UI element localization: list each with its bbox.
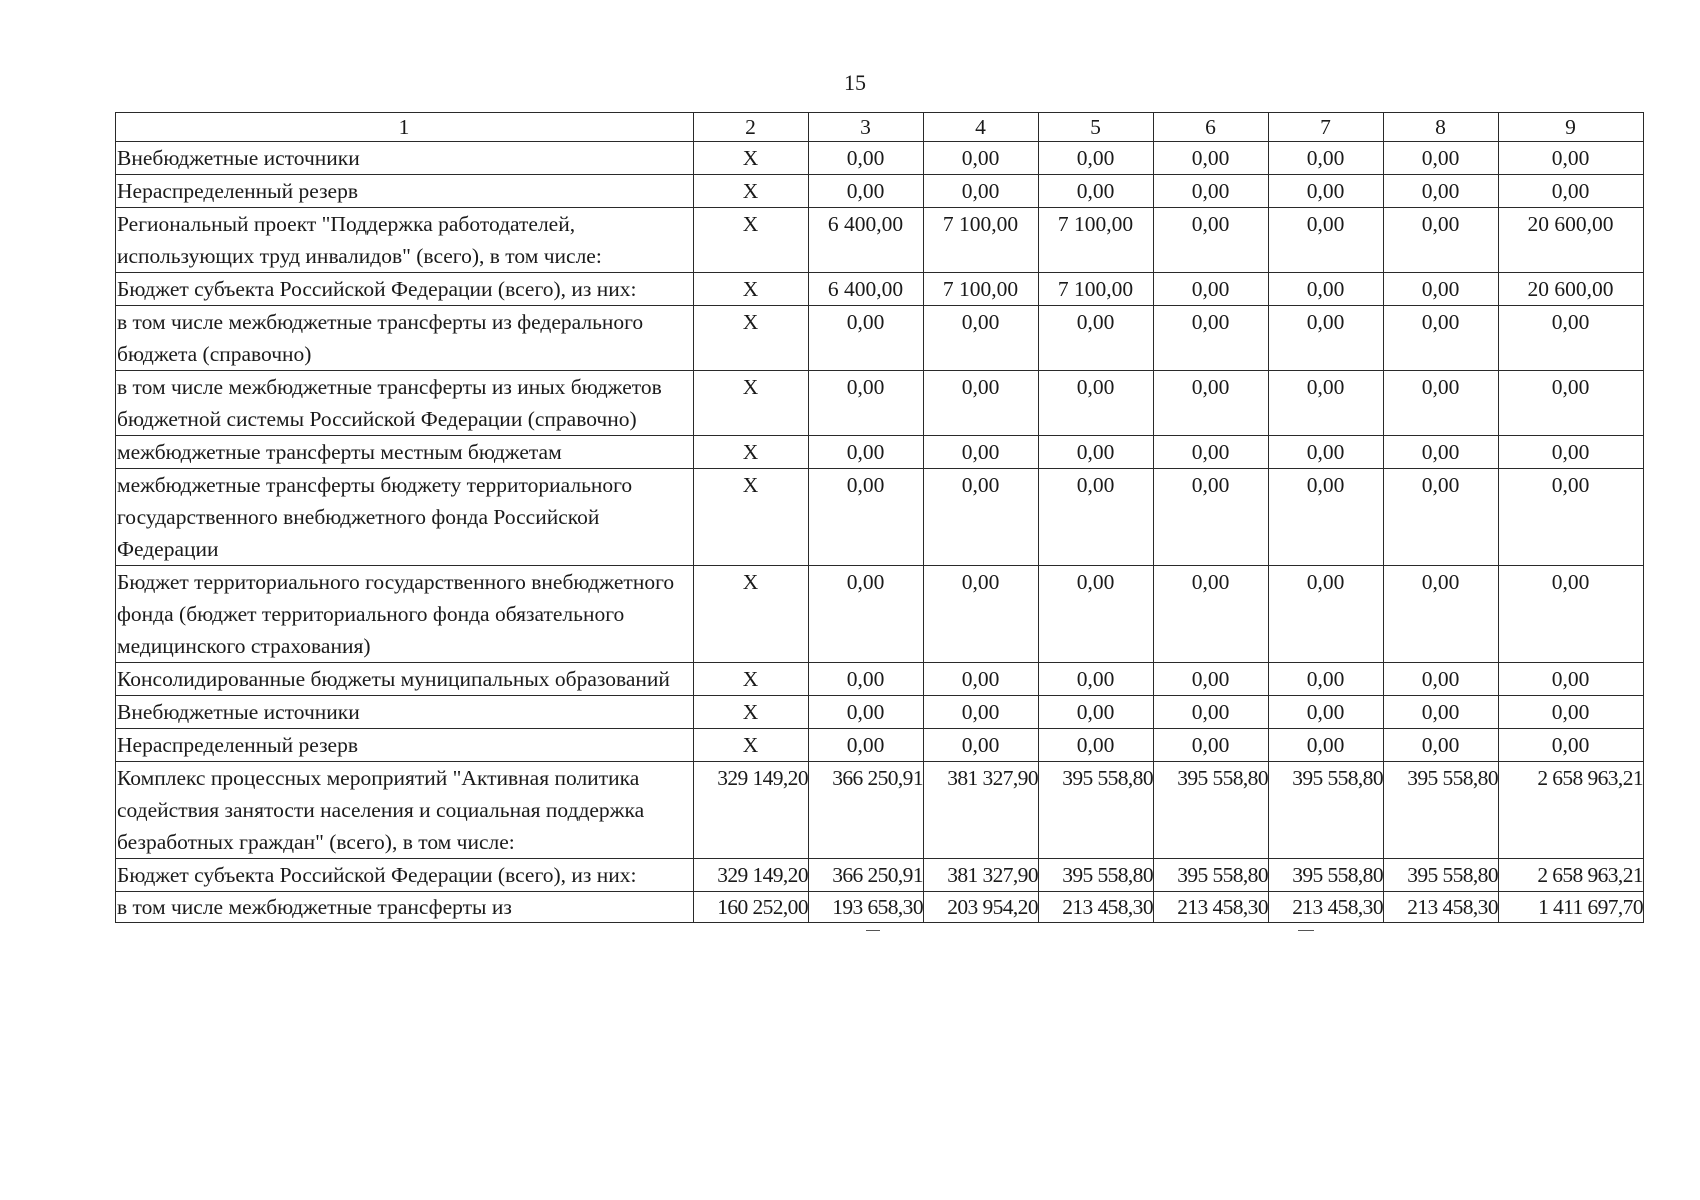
cell-value: 0,00 [1269, 273, 1384, 306]
cell-value: 7 100,00 [1039, 208, 1154, 273]
row-name: Консолидированные бюджеты муниципальных образований [116, 663, 694, 696]
page-number: 15 [844, 70, 866, 95]
table-row [116, 762, 1644, 859]
cell-value: 0,00 [1499, 306, 1644, 371]
cell-value: 7 100,00 [924, 273, 1039, 306]
cell-value: 213 458,30 [1269, 892, 1384, 923]
column-number: 1 [116, 113, 694, 142]
cell-value: 0,00 [1039, 663, 1154, 696]
cell-value: 0,00 [1499, 142, 1644, 175]
cell-value: Х [694, 273, 809, 306]
cell-value: 203 954,20 [924, 892, 1039, 923]
cell-value: 0,00 [1384, 175, 1499, 208]
cell-value: Х [694, 208, 809, 273]
cell-value: 0,00 [1039, 566, 1154, 663]
cell-value: Х [694, 729, 809, 762]
column-number: 4 [924, 113, 1039, 142]
cell-value: Х [694, 566, 809, 663]
row-name: в том числе межбюджетные трансферты из [116, 892, 694, 923]
cell-value: 0,00 [1499, 175, 1644, 208]
cell-value: 0,00 [1269, 306, 1384, 371]
cell-value: 381 327,90 [924, 859, 1039, 892]
cell-value: 0,00 [1269, 696, 1384, 729]
table-row [116, 371, 1644, 436]
column-number: 7 [1269, 113, 1384, 142]
cell-value: 213 458,30 [1039, 892, 1154, 923]
row-name: Региональный проект "Поддержка работодателей, использующих труд инвалидов" (всего), в том числе: [116, 208, 694, 273]
scan-mark [1298, 930, 1314, 931]
cell-value: 0,00 [1269, 566, 1384, 663]
cell-value: 0,00 [924, 566, 1039, 663]
cell-value: 0,00 [1499, 663, 1644, 696]
cell-value: 0,00 [809, 729, 924, 762]
cell-value: Х [694, 696, 809, 729]
cell-value: 0,00 [1499, 469, 1644, 566]
cell-value: 0,00 [809, 436, 924, 469]
cell-value: 0,00 [924, 663, 1039, 696]
table-row [116, 892, 1644, 923]
cell-value: 395 558,80 [1154, 859, 1269, 892]
row-name: Нераспределенный резерв [116, 175, 694, 208]
cell-value: 0,00 [1154, 469, 1269, 566]
cell-value: 366 250,91 [809, 859, 924, 892]
scan-mark [866, 930, 880, 931]
budget-table [115, 112, 1644, 923]
cell-value: 0,00 [1384, 663, 1499, 696]
cell-value: 0,00 [1269, 371, 1384, 436]
cell-value: 0,00 [1154, 208, 1269, 273]
cell-value: 0,00 [1384, 696, 1499, 729]
column-number: 2 [694, 113, 809, 142]
cell-value: 381 327,90 [924, 762, 1039, 859]
cell-value: 0,00 [1154, 729, 1269, 762]
cell-value: 0,00 [1154, 663, 1269, 696]
cell-value: 0,00 [1039, 371, 1154, 436]
cell-value: 0,00 [809, 142, 924, 175]
cell-value: 0,00 [1039, 175, 1154, 208]
cell-value: 0,00 [1384, 566, 1499, 663]
row-name: Бюджет субъекта Российской Федерации (всего), из них: [116, 273, 694, 306]
cell-value: 0,00 [1039, 436, 1154, 469]
cell-value: 0,00 [1154, 371, 1269, 436]
cell-value: 0,00 [1269, 208, 1384, 273]
cell-value: 329 149,20 [694, 859, 809, 892]
cell-value: 395 558,80 [1269, 762, 1384, 859]
cell-value: 0,00 [809, 469, 924, 566]
cell-value: 2 658 963,21 [1499, 859, 1644, 892]
cell-value: 0,00 [1269, 469, 1384, 566]
cell-value: 329 149,20 [694, 762, 809, 859]
cell-value: Х [694, 436, 809, 469]
column-number: 3 [809, 113, 924, 142]
cell-value: 395 558,80 [1154, 762, 1269, 859]
cell-value: 0,00 [1154, 566, 1269, 663]
cell-value: 395 558,80 [1384, 762, 1499, 859]
cell-value: 0,00 [1039, 142, 1154, 175]
column-number: 8 [1384, 113, 1499, 142]
row-name: Внебюджетные источники [116, 696, 694, 729]
cell-value: 213 458,30 [1154, 892, 1269, 923]
cell-value: 0,00 [1039, 306, 1154, 371]
cell-value: 0,00 [809, 306, 924, 371]
cell-value: 0,00 [1499, 566, 1644, 663]
cell-value: 2 658 963,21 [1499, 762, 1644, 859]
cell-value: 0,00 [1269, 663, 1384, 696]
row-name: Комплекс процессных мероприятий "Активная политика содействия занятости населения и социальная поддержка безработных граждан" (всего), в том числе: [116, 762, 694, 859]
cell-value: 0,00 [1154, 142, 1269, 175]
cell-value: 0,00 [1499, 371, 1644, 436]
cell-value: 0,00 [1384, 436, 1499, 469]
cell-value: 0,00 [924, 175, 1039, 208]
table-row [116, 469, 1644, 566]
cell-value: 0,00 [1154, 696, 1269, 729]
cell-value: 0,00 [1384, 371, 1499, 436]
cell-value: Х [694, 371, 809, 436]
cell-value: 0,00 [1269, 436, 1384, 469]
cell-value: 395 558,80 [1039, 859, 1154, 892]
cell-value: 0,00 [1384, 208, 1499, 273]
table-row [116, 696, 1644, 729]
cell-value: 0,00 [924, 306, 1039, 371]
table-row [116, 436, 1644, 469]
cell-value: 0,00 [924, 729, 1039, 762]
column-number: 5 [1039, 113, 1154, 142]
cell-value: 193 658,30 [809, 892, 924, 923]
cell-value: 0,00 [1039, 696, 1154, 729]
cell-value: 0,00 [1154, 175, 1269, 208]
cell-value: 0,00 [1154, 306, 1269, 371]
cell-value: 0,00 [924, 142, 1039, 175]
row-name: в том числе межбюджетные трансферты из иных бюджетов бюджетной системы Российской Федерации (справочно) [116, 371, 694, 436]
cell-value: 6 400,00 [809, 208, 924, 273]
cell-value: 0,00 [924, 371, 1039, 436]
cell-value: 366 250,91 [809, 762, 924, 859]
row-name: межбюджетные трансферты местным бюджетам [116, 436, 694, 469]
cell-value: 0,00 [1499, 696, 1644, 729]
table-row [116, 729, 1644, 762]
row-name: Бюджет субъекта Российской Федерации (всего), из них: [116, 859, 694, 892]
cell-value: 0,00 [924, 469, 1039, 566]
cell-value: 0,00 [1384, 469, 1499, 566]
cell-value: 20 600,00 [1499, 273, 1644, 306]
row-name: Бюджет территориального государственного внебюджетного фонда (бюджет территориального фонда обязательного медицинского страхования) [116, 566, 694, 663]
cell-value: 0,00 [1039, 729, 1154, 762]
cell-value: Х [694, 663, 809, 696]
table-body [116, 113, 1644, 923]
cell-value: 0,00 [1499, 729, 1644, 762]
cell-value: 7 100,00 [1039, 273, 1154, 306]
column-number: 9 [1499, 113, 1644, 142]
cell-value: 0,00 [1154, 273, 1269, 306]
table-row [116, 273, 1644, 306]
cell-value: 6 400,00 [809, 273, 924, 306]
cell-value: 0,00 [1269, 175, 1384, 208]
table-row [116, 208, 1644, 273]
table-row [116, 306, 1644, 371]
cell-value: Х [694, 142, 809, 175]
table-row [116, 175, 1644, 208]
column-number: 6 [1154, 113, 1269, 142]
row-name: межбюджетные трансферты бюджету территориального государственного внебюджетного фонда Российской Федерации [116, 469, 694, 566]
row-name: в том числе межбюджетные трансферты из федерального бюджета (справочно) [116, 306, 694, 371]
table-row [116, 142, 1644, 175]
cell-value: 0,00 [924, 696, 1039, 729]
cell-value: 0,00 [809, 696, 924, 729]
cell-value: 395 558,80 [1269, 859, 1384, 892]
cell-value: 395 558,80 [1384, 859, 1499, 892]
cell-value: 395 558,80 [1039, 762, 1154, 859]
row-name: Внебюджетные источники [116, 142, 694, 175]
table-row [116, 663, 1644, 696]
cell-value: 0,00 [924, 436, 1039, 469]
cell-value: 0,00 [1384, 729, 1499, 762]
cell-value: 0,00 [809, 663, 924, 696]
cell-value: Х [694, 469, 809, 566]
cell-value: 0,00 [1499, 436, 1644, 469]
cell-value: 0,00 [809, 371, 924, 436]
cell-value: 0,00 [1269, 729, 1384, 762]
header-row [116, 113, 1644, 142]
cell-value: 0,00 [809, 566, 924, 663]
cell-value: Х [694, 175, 809, 208]
cell-value: 0,00 [809, 175, 924, 208]
cell-value: 0,00 [1384, 273, 1499, 306]
cell-value: Х [694, 306, 809, 371]
cell-value: 0,00 [1039, 469, 1154, 566]
cell-value: 0,00 [1384, 306, 1499, 371]
cell-value: 213 458,30 [1384, 892, 1499, 923]
cell-value: 160 252,00 [694, 892, 809, 923]
cell-value: 0,00 [1269, 142, 1384, 175]
table-row [116, 859, 1644, 892]
cell-value: 1 411 697,70 [1499, 892, 1644, 923]
cell-value: 0,00 [1154, 436, 1269, 469]
cell-value: 7 100,00 [924, 208, 1039, 273]
cell-value: 20 600,00 [1499, 208, 1644, 273]
cell-value: 0,00 [1384, 142, 1499, 175]
table-row [116, 566, 1644, 663]
row-name: Нераспределенный резерв [116, 729, 694, 762]
